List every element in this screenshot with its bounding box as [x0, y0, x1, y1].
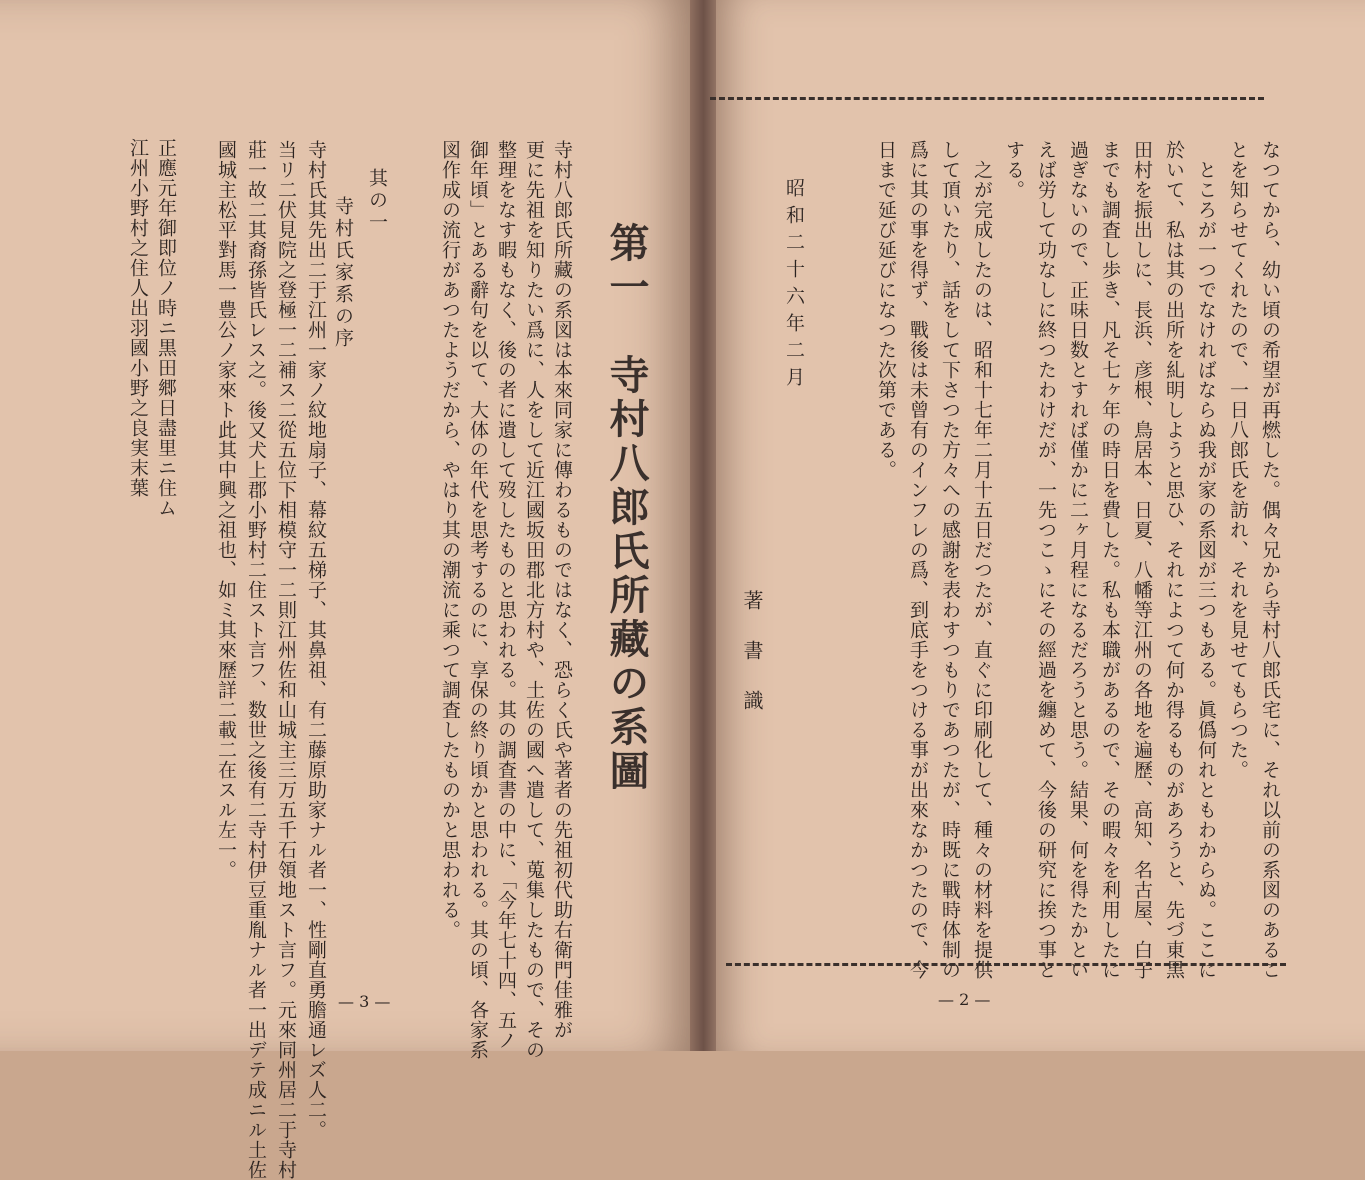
preface-line: 田村を振出しに、長浜、彦根、鳥居本、日夏、八幡等江州の各地を遍歷、高知、名古屋、白子: [1131, 140, 1153, 980]
genealogy-line: 寺村氏其先出二于江州一家ノ紋地扇子、幕紋五梯子、其鼻祖、有二藤原助家ナル者一、性剛直勇膽通レズ人二。: [305, 140, 327, 1140]
preface-line: 日まで延び延びになつた次第である。: [875, 140, 897, 480]
page-number-left: — 3 —: [338, 992, 391, 1011]
intro-line: 御年頃」とある辭句を以て、大体の年代を思考するのに、享保の終り頃かと思われる。其の頃、各家系: [467, 140, 489, 1060]
preface-line: 於いて、私は其の出所を糺明しようと思ひ、それによつて何か得るものがあろうと、先づ東黒: [1163, 140, 1185, 980]
genealogy-line: 莊一故二其裔孫皆氏レス之。後又犬上郡小野村二住スト言フ、数世之後有二寺村伊豆重胤ナル者一出デテ成ニル土佐: [245, 140, 267, 1180]
page-number-right: — 2 —: [938, 990, 991, 1009]
intro-line: 寺村八郎氏所藏の系図は本來同家に傳わるものではなく、恐らく氏や著者の先祖初代助右衛門佳雅が: [551, 140, 573, 1040]
right-page: [716, 0, 1365, 1051]
genealogy-line: 当リ二伏見院之登極一二補ス二從五位下相模守一二則江州佐和山城主三万五千石領地スト言フ。元來同州居二于寺村: [275, 140, 297, 1180]
intro-line: 更に先祖を知りたい爲に、人をして近江國坂田郡北方村や、土佐の國へ遣して、蒐集したもので、その: [523, 140, 545, 1060]
preface-line: 之が完成したのは、昭和十七年二月十五日だつたが、直ぐに印刷化して、種々の材料を提供: [971, 140, 993, 980]
genealogy-line: 江州小野村之住人出羽國小野之良実末葉: [127, 138, 149, 498]
preface-line: なつてから、幼い頃の希望が再燃した。偶々兄から寺村八郎氏宅に、それ以前の系図のあるこ: [1259, 140, 1281, 980]
preface-line: えば労して功なしに終つたわけだが、一先つこゝにその經過を纏めて、今後の研究に挨つ事と: [1035, 140, 1057, 980]
top-rule: [710, 97, 1264, 100]
intro-line: 図作成の流行があつたようだから、やはり其の潮流に乘つて調査したものかと思われる。: [439, 140, 461, 940]
section-number: 其の一: [366, 168, 388, 234]
preface-line: 過ぎないので、正味日数とすれば僅かに二ヶ月程になるだろうと思う。結果、何を得たかとい: [1067, 140, 1089, 980]
preface-line: する。: [1003, 140, 1025, 200]
preface-line: して頂いたり、話をして下さつた方々への感謝を表わすつもりであつたが、時既に戰時体制の: [939, 140, 961, 980]
preface-line: 爲に其の事を得ず、戰後は未曾有のインフレの爲、到底手をつける事が出來なかつたので、今: [907, 140, 929, 980]
chapter-title: 第一 寺村八郎氏所藏の系圖: [603, 222, 650, 794]
author-signature: 著書識: [740, 590, 764, 740]
bottom-rule: [726, 963, 1286, 966]
genealogy-line: 正應元年御即位ノ時ニ黒田郷日盡里ニ住ム: [155, 138, 177, 518]
preface-line: とを知らせてくれたので、一日八郎氏を訪れ、それを見せてもらつた。: [1227, 140, 1249, 780]
section-title: 寺村氏家系の序: [332, 196, 354, 350]
genealogy-line: 國城主松平對馬一豊公ノ家來ト此其中興之祖也、如ミ其來歷詳二載二在スル左一。: [215, 140, 237, 880]
intro-line: 整理をなす暇もなく、後の者に遺して歿したものと思われる。其の調査書の中に、「今年七十四、五ノ: [495, 140, 517, 1051]
preface-line: までも調査し歩き、凡そ七ヶ年の時日を費した。私も本職があるので、その暇々を利用したに: [1099, 140, 1121, 980]
preface-line: ところが一つでなければならぬ我が家の系図が三つもある。眞僞何れともわからぬ。ここに: [1195, 140, 1217, 980]
preface-date: 昭和二十六年二月: [783, 178, 805, 394]
